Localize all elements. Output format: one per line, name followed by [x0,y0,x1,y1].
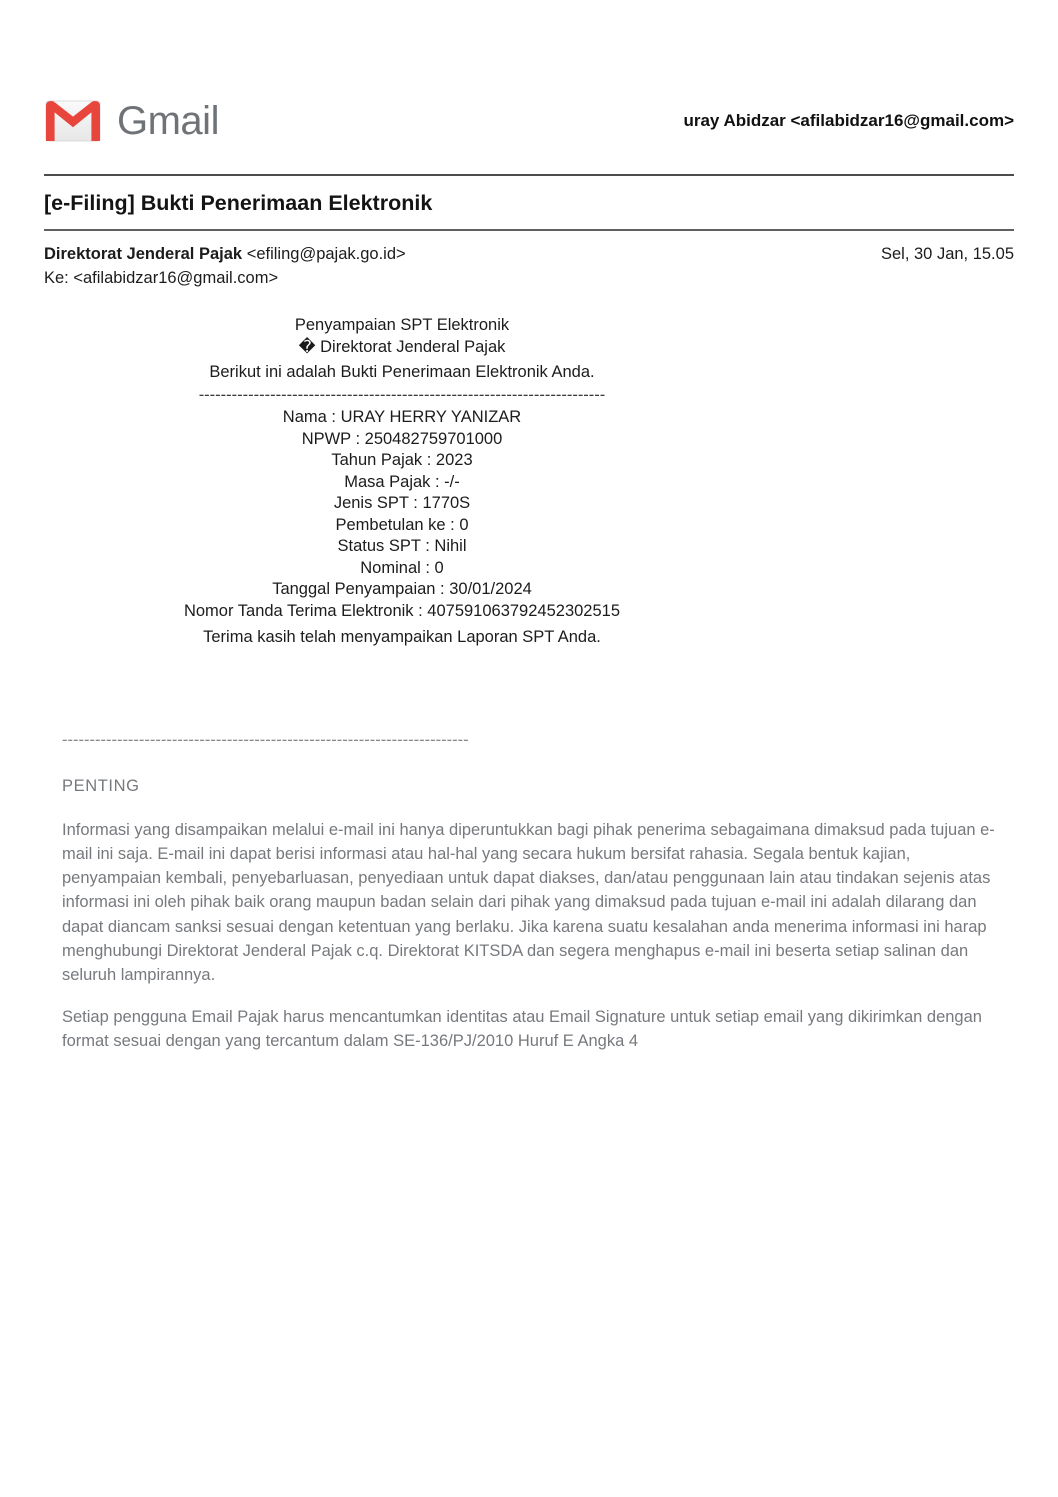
field-nama: Nama : URAY HERRY YANIZAR [282,408,522,426]
print-header [44,0,1014,143]
disclaimer-paragraph-1: Informasi yang disampaikan melalui e-mail ini hanya diperuntukkan bagi pihak penerima sebagaimana dimaksud pada tujuan e-mail ini saja. E-mail ini dapat berisi informasi atau hal-hal yang secara hukum bersifat rahasia. Segala bentuk kajian, penyampaian kembali, penyebarluasan, penyediaan untuk dapat diakses, dan/atau penggunaan lain atau tindakan sejenis atas informasi ini oleh pihak baik orang maupun badan selain dari pihak yang dimaksud pada tujuan e-mail ini adalah dilarang dan dapat diancam sanksi sesuai dengan ketentuan yang berlaku. Jika karena suatu kesalahan anda menerima informasi ini harap menghubungi Direktorat Jenderal Pajak c.q. Direktorat KITSDA dan segera menghapus e-mail ini beserta setiap salinan dan seluruh lampirannya. [62,820,995,985]
sender-email: <efiling@pajak.go.id> [242,245,406,263]
receipt-intro: Berikut ini adalah Bukti Penerimaan Elektronik Anda. [209,363,595,381]
sender-line [44,245,406,264]
gmail-envelope-icon [44,99,102,143]
field-tahun-pajak: Tahun Pajak : 2023 [331,451,473,469]
gmail-logo [44,99,219,143]
email-date: Sel, 30 Jan, 15.05 [880,245,1014,263]
receipt-thanks: Terima kasih telah menyampaikan Laporan SPT Anda. [203,628,601,646]
field-nomor-tanda-terima: Nomor Tanda Terima Elektronik : 407591063792452302515 [183,601,621,620]
receipt-block [62,315,742,649]
receipt-fields [62,407,742,622]
email-meta [44,245,1014,264]
field-jenis-spt: Jenis SPT : 1770S [333,494,471,512]
receipt-title: Penyampaian SPT Elektronik [294,316,510,334]
field-tanggal-penyampaian: Tanggal Penyampaian : 30/01/2024 [272,580,532,598]
field-nominal: Nominal : 0 [360,558,444,577]
email-subject: [e-Filing] Bukti Penerimaan Elektronik [44,191,433,215]
receipt-dashed-divider: -------------------------------------------------------------------------- [198,385,606,404]
account-identity: uray Abidzar <afilabidzar16@gmail.com> [683,111,1014,130]
subject-divider [44,229,1014,231]
disclaimer-paragraph-2: Setiap pengguna Email Pajak harus mencantumkan identitas atau Email Signature untuk setiap email yang dikirimkan dengan format sesuai dengan yang tercantum dalam SE-136/PJ/2010 Huruf E Angka 4 [62,1007,982,1050]
gmail-wordmark: Gmail [117,99,219,143]
disclaimer-heading: PENTING [62,776,140,795]
receipt-subtitle: � Direktorat Jenderal Pajak [298,337,506,356]
sender-name: Direktorat Jenderal Pajak [44,245,243,263]
footer-dashed-divider: -------------------------------------------------------------------------- [62,730,469,749]
field-pembetulan-ke: Pembetulan ke : 0 [335,515,469,534]
header-divider [44,174,1014,176]
field-masa-pajak: Masa Pajak : -/- [344,472,460,491]
recipient-line: Ke: <afilabidzar16@gmail.com> [44,269,279,287]
field-npwp: NPWP : 250482759701000 [301,429,503,448]
field-status-spt: Status SPT : Nihil [337,537,467,555]
email-body [62,315,1014,1053]
